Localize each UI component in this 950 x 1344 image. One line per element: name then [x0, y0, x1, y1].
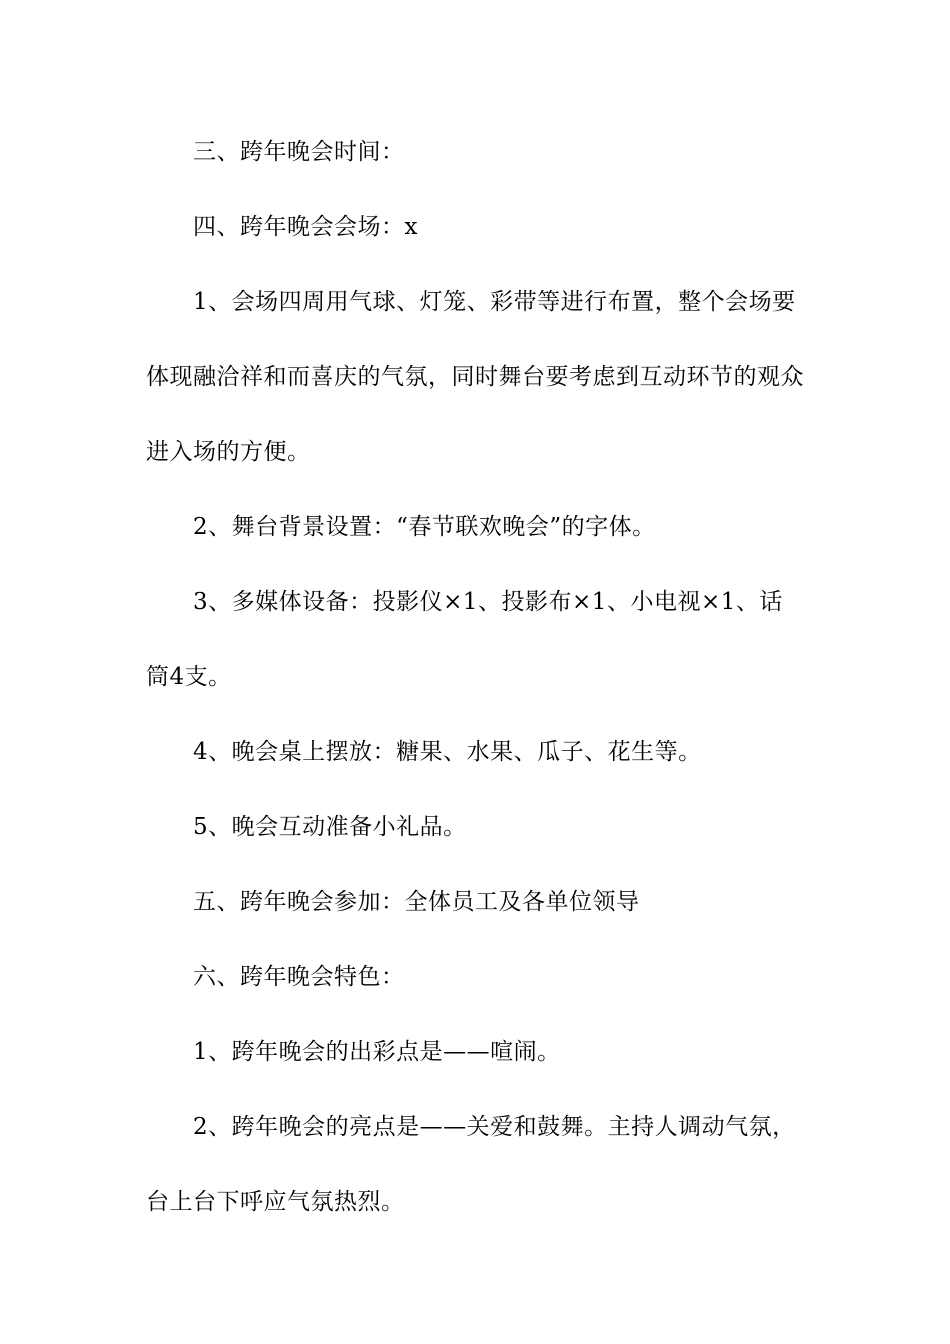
- paragraph-stage-background: 2、舞台背景设置：“春节联欢晚会”的字体。: [193, 514, 656, 540]
- paragraph-multimedia-equipment: 3、多媒体设备：投影仪×1、投影布×1、小电视×1、话筒4支。: [146, 589, 783, 690]
- paragraph-section-three-time: 三、跨年晚会时间：: [193, 139, 405, 165]
- paragraph-section-six-features: 六、跨年晚会特色：: [193, 964, 405, 990]
- paragraph-gifts: 5、晚会互动准备小礼品。: [193, 814, 467, 840]
- paragraph-section-four-venue: 四、跨年晚会会场：x: [193, 214, 418, 240]
- paragraph-table-items: 4、晚会桌上摆放：糖果、水果、瓜子、花生等。: [193, 739, 702, 765]
- paragraph-venue-decoration: 1、会场四周用气球、灯笼、彩带等进行布置，整个会场要体现融洽祥和而喜庆的气氛，同时舞台要考虑到互动环节的观众进入场的方便。: [146, 289, 804, 465]
- paragraph-highlight-one: 1、跨年晚会的出彩点是——喧闹。: [193, 1039, 561, 1065]
- paragraph-highlight-two: 2、跨年晚会的亮点是——关爱和鼓舞。主持人调动气氛，台上台下呼应气氛热烈。: [146, 1114, 796, 1215]
- paragraph-section-five-participants: 五、跨年晚会参加：全体员工及各单位领导: [193, 889, 640, 915]
